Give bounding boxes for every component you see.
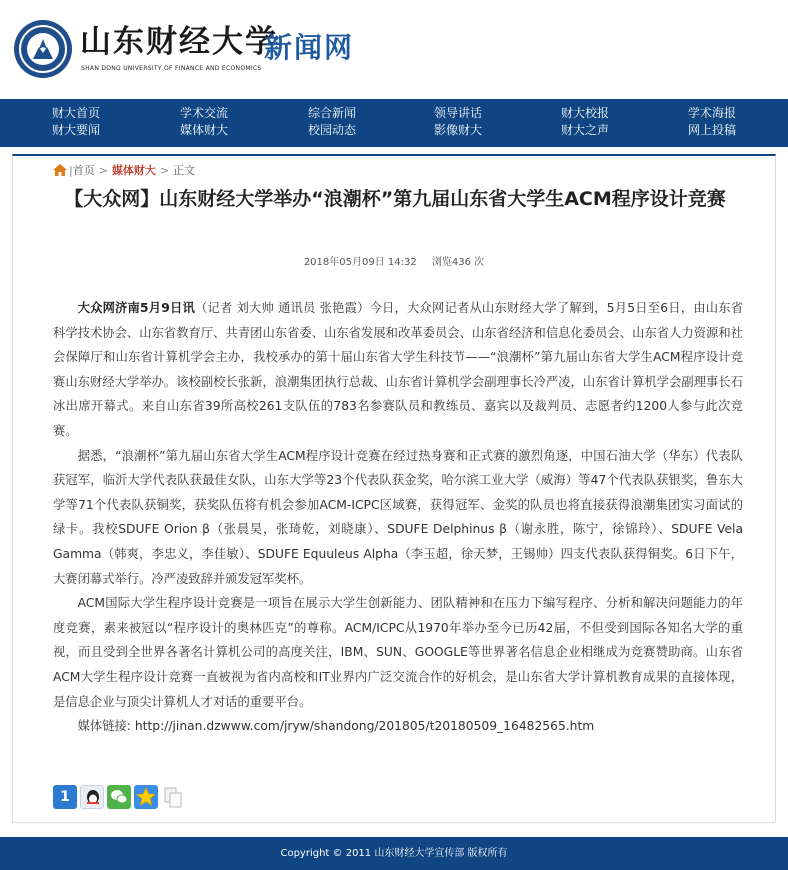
nav-link-campus[interactable]: 校园动态 [307,123,356,137]
site-name[interactable]: 新闻网 [264,31,355,64]
article-title: 【大众网】山东财经大学举办“浪潮杯”第九届山东省大学生ACM程序设计竞赛 [64,188,726,210]
university-name: 山东财经大学 [80,24,278,60]
nav-link-major-news[interactable]: 财大要闻 [51,123,100,137]
university-name-en: SHAN DONG UNIVERSITY OF FINANCE AND ECONOMICS [81,65,262,72]
article-paragraph: 据悉，“浪潮杯”第九届山东省大学生ACM程序设计竞赛在经过热身赛和正式赛的激烈角逐，中国石油大学（华东）代表队获冠军，临沂大学代表队获最佳女队，山东大学等23个代表队获金奖，哈尔滨工业大学（威海）等47个代表队获银奖，鲁东大学等71个代表队获铜奖，获奖队伍将有机会参加ACM-ICPC区域赛，获得冠军、金奖的队员也将直接获得浪潮集团实习面试的绿卡。我校SDUFE Orion β（张晨昊，张琦乾，刘晓康）、SDUFE Delphinus β（谢永胜，陈宁，徐锦玲）、SDUFE Vela Gamma（韩爽，李忠义，李佳敏）、SDUFE Equuleus Alpha（李玉超，徐天梦，王锡帅）四支代表队获得铜奖。6日下午，大赛闭幕式举行。冷严凌致辞并颁发冠军奖杯。 [53,448,743,586]
university-seal-logo[interactable] [14,20,72,78]
home-icon[interactable] [53,164,67,181]
site-footer [0,837,788,870]
nav-column [164,105,244,139]
article-lead: 大众网济南5月9日讯 [77,301,195,315]
copy-icon[interactable] [161,785,185,809]
share-1-icon[interactable]: 1 [53,785,77,809]
nav-link-posters[interactable]: 学术海报 [687,106,736,120]
article-container [12,154,776,823]
nav-column [292,105,372,139]
article-paragraph: ACM国际大学生程序设计竞赛是一项旨在展示大学生创新能力、团队精神和在压力下编写程序、分析和解决问题能力的年度竞赛，素来被冠以“程序设计的奥林匹克”的尊称。ACM/ICPC从1970年举办至今已历42届，不但受到国际各知名大学的重视，而且受到全世界各著名计算机公司的高度关注，IBM、SUN、GOOGLE等世界著名信息企业相继成为竞赛赞助商。山东省ACM大学生程序设计竞赛一直被视为省内高校和IT业界内广泛交流合作的好机会，是山东省大学计算机教育成果的直接体现，是信息企业与顶尖计算机人才对话的重要平台。 [53,596,743,709]
article-views: 浏览436 次 [431,257,485,268]
nav-link-media[interactable]: 媒体财大 [179,123,228,137]
media-link[interactable]: 媒体链接: http://jinan.dzwww.com/jryw/shandong/201805/t20180509_16482565.htm [77,719,595,734]
nav-link-speeches[interactable]: 领导讲话 [433,106,482,120]
nav-link-newspaper[interactable]: 财大校报 [560,106,609,120]
nav-column [672,105,752,139]
main-nav [0,99,788,147]
breadcrumb: |首页 > 媒体财大 > 正文 [53,163,195,179]
nav-link-images[interactable]: 影像财大 [433,123,482,137]
breadcrumb-section-link[interactable]: 媒体财大 [111,164,156,177]
nav-link-general-news[interactable]: 综合新闻 [307,106,356,120]
footer-copyright: Copyright © 2011 山东财经大学宣传部 版权所有 [280,848,508,859]
article-date: 2018年05月09日 14:32 [303,257,417,268]
article-meta [13,253,775,268]
nav-link-academic[interactable]: 学术交流 [179,106,228,120]
breadcrumb-home-link[interactable]: 首页 [72,164,95,177]
nav-column [418,105,498,139]
site-header [0,0,788,99]
nav-link-submit[interactable]: 网上投稿 [687,123,736,137]
qq-icon[interactable] [80,785,104,809]
wechat-icon[interactable] [107,785,131,809]
nav-column [36,105,116,139]
article-body [53,296,743,739]
nav-link-voice[interactable]: 财大之声 [560,123,609,137]
nav-link-home[interactable]: 财大首页 [51,106,100,120]
star-icon[interactable] [134,785,158,809]
article-paragraph: 大众网济南5月9日讯（记者 刘大帅 通讯员 张艳霞）今日，大众网记者从山东财经大学了解到，5月5日至6日，由山东省科学技术协会、山东省教育厅、共青团山东省委、山东省发展和改革委员会、山东省经济和信息化委员会、山东省人力资源和社会保障厅和山东省计算机学会主办，我校承办的第十届山东省大学生科技节——“浪潮杯”第九届山东省大学生ACM程序设计竞赛山东财经大学举办。该校副校长张新，浪潮集团执行总裁、山东省计算机学会副理事长冷严凌，山东省计算机学会副理事长石冰出席开幕式。来自山东省39所高校261支队伍的783名参赛队员和教练员、嘉宾以及裁判员、志愿者约1200人参与此次竞赛。 [53,301,743,438]
nav-column [545,105,625,139]
breadcrumb-current: 正文 [173,164,196,177]
